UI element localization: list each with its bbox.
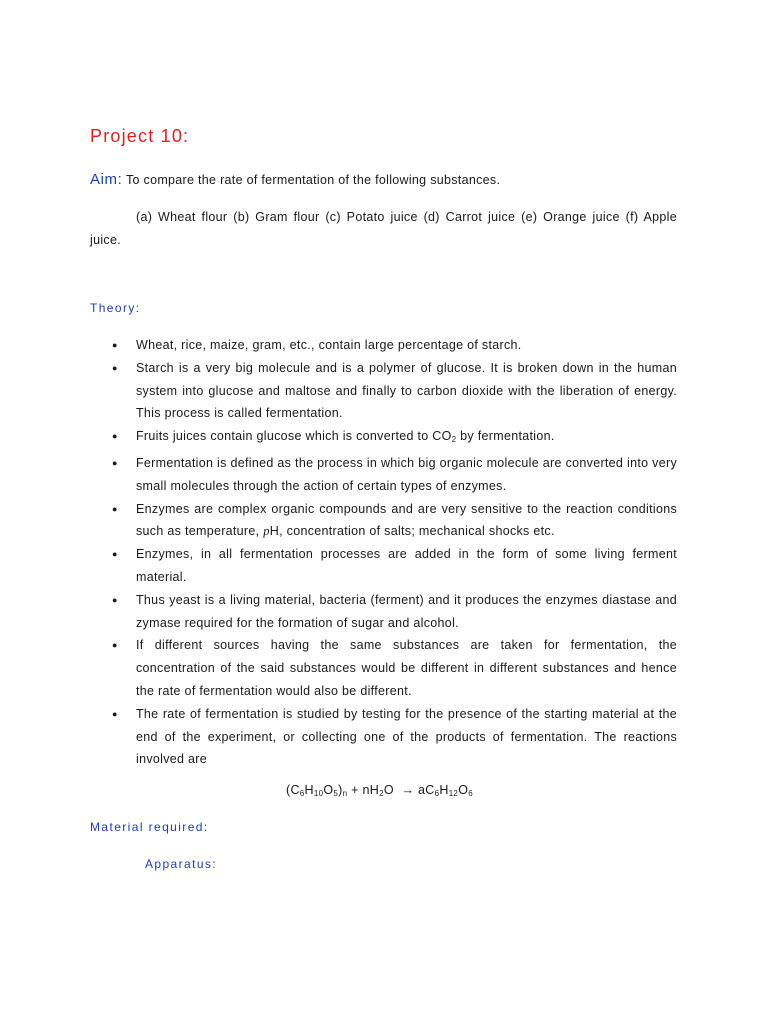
eq-text: (C xyxy=(286,783,300,797)
list-item-text: Starch is a very big molecule and is a polymer of glucose. It is broken down in the human system into glucose and maltose and finally to carbon dioxide with the liberation of energy. This process is called fermentation. xyxy=(136,360,677,421)
list-item xyxy=(90,498,677,544)
apparatus-heading: Apparatus: xyxy=(145,857,218,871)
list-item-text: Fermentation is defined as the process in which big organic molecule are converted into very small molecules through the action of certain types of enzymes. xyxy=(136,455,677,493)
material-required-heading: Material required: xyxy=(90,820,209,834)
list-item-text: Enzymes are complex organic compounds and are very sensitive to the reaction conditions such as temperature, xyxy=(136,501,677,539)
eq-subscript: 6 xyxy=(299,789,305,798)
list-item xyxy=(90,634,677,702)
eq-subscript: 6 xyxy=(434,789,440,798)
bullet-icon: ● xyxy=(112,362,118,373)
aim-label: Aim: xyxy=(90,171,123,188)
list-item xyxy=(90,452,677,498)
project-title: Project 10: xyxy=(90,126,190,146)
list-item xyxy=(90,425,677,452)
list-item-text: Fruits juices contain glucose which is converted to CO xyxy=(136,429,452,444)
eq-subscript: n xyxy=(342,789,348,798)
eq-text: ) xyxy=(338,783,343,797)
italic-p: p xyxy=(263,524,270,539)
list-item-text: Enzymes, in all fermentation processes are added in the form of some living ferment material. xyxy=(136,547,677,584)
bullet-icon: ● xyxy=(112,340,118,350)
list-item xyxy=(90,703,677,771)
theory-heading: Theory: xyxy=(90,301,141,315)
arrow-icon: → xyxy=(401,783,415,797)
subscript: 2 xyxy=(451,435,457,445)
eq-text: + nH xyxy=(347,783,380,797)
eq-subscript: 5 xyxy=(333,789,339,798)
bullet-icon: ● xyxy=(112,708,118,719)
eq-subscript: 10 xyxy=(313,789,324,798)
eq-text: O xyxy=(323,783,334,797)
list-item-text: by fermentation. xyxy=(456,429,555,444)
eq-text: O xyxy=(383,783,402,797)
aim-text: To compare the rate of fermentation of the following substances. xyxy=(122,173,501,187)
eq-text: aC xyxy=(414,783,435,797)
eq-subscript: 12 xyxy=(448,789,459,798)
bullet-icon: ● xyxy=(112,549,118,560)
list-item-text: H, concentration of salts; mechanical shocks etc. xyxy=(269,524,555,539)
list-item-text: If different sources having the same substances are taken for fermentation, the concentration of the said substances would be different in different substances and hence the rate of fermentation would also be different. xyxy=(136,638,677,698)
list-item-text: The rate of fermentation is studied by testing for the presence of the starting material at the end of the experiment, or collecting one of the products of fermentation. The reactions involved are xyxy=(136,706,677,767)
list-item xyxy=(90,334,677,357)
list-item xyxy=(90,543,677,589)
list-item xyxy=(90,357,677,425)
eq-subscript: 2 xyxy=(379,789,384,798)
eq-subscript: 6 xyxy=(468,789,473,798)
reaction-equation xyxy=(286,783,473,798)
list-item-text: Thus yeast is a living material, bacteria (ferment) and it produces the enzymes diastase and zymase required for the formation of sugar and alcohol. xyxy=(136,592,677,630)
bullet-icon: ● xyxy=(112,594,118,605)
list-item-text: Wheat, rice, maize, gram, etc., contain large percentage of starch. xyxy=(136,338,522,352)
bullet-icon: ● xyxy=(112,457,118,468)
theory-list xyxy=(90,334,677,771)
aim-statement xyxy=(90,170,690,190)
list-item xyxy=(90,589,677,635)
bullet-icon: ● xyxy=(112,503,118,514)
eq-text: H xyxy=(439,783,449,797)
substances-list: (a) Wheat flour (b) Gram flour (c) Potato juice (d) Carrot juice (e) Orange juice (f) Apple juice. xyxy=(90,210,677,247)
bullet-icon: ● xyxy=(112,431,118,442)
bullet-icon: ● xyxy=(112,640,118,651)
eq-text: H xyxy=(304,783,314,797)
eq-text: O xyxy=(458,783,469,797)
